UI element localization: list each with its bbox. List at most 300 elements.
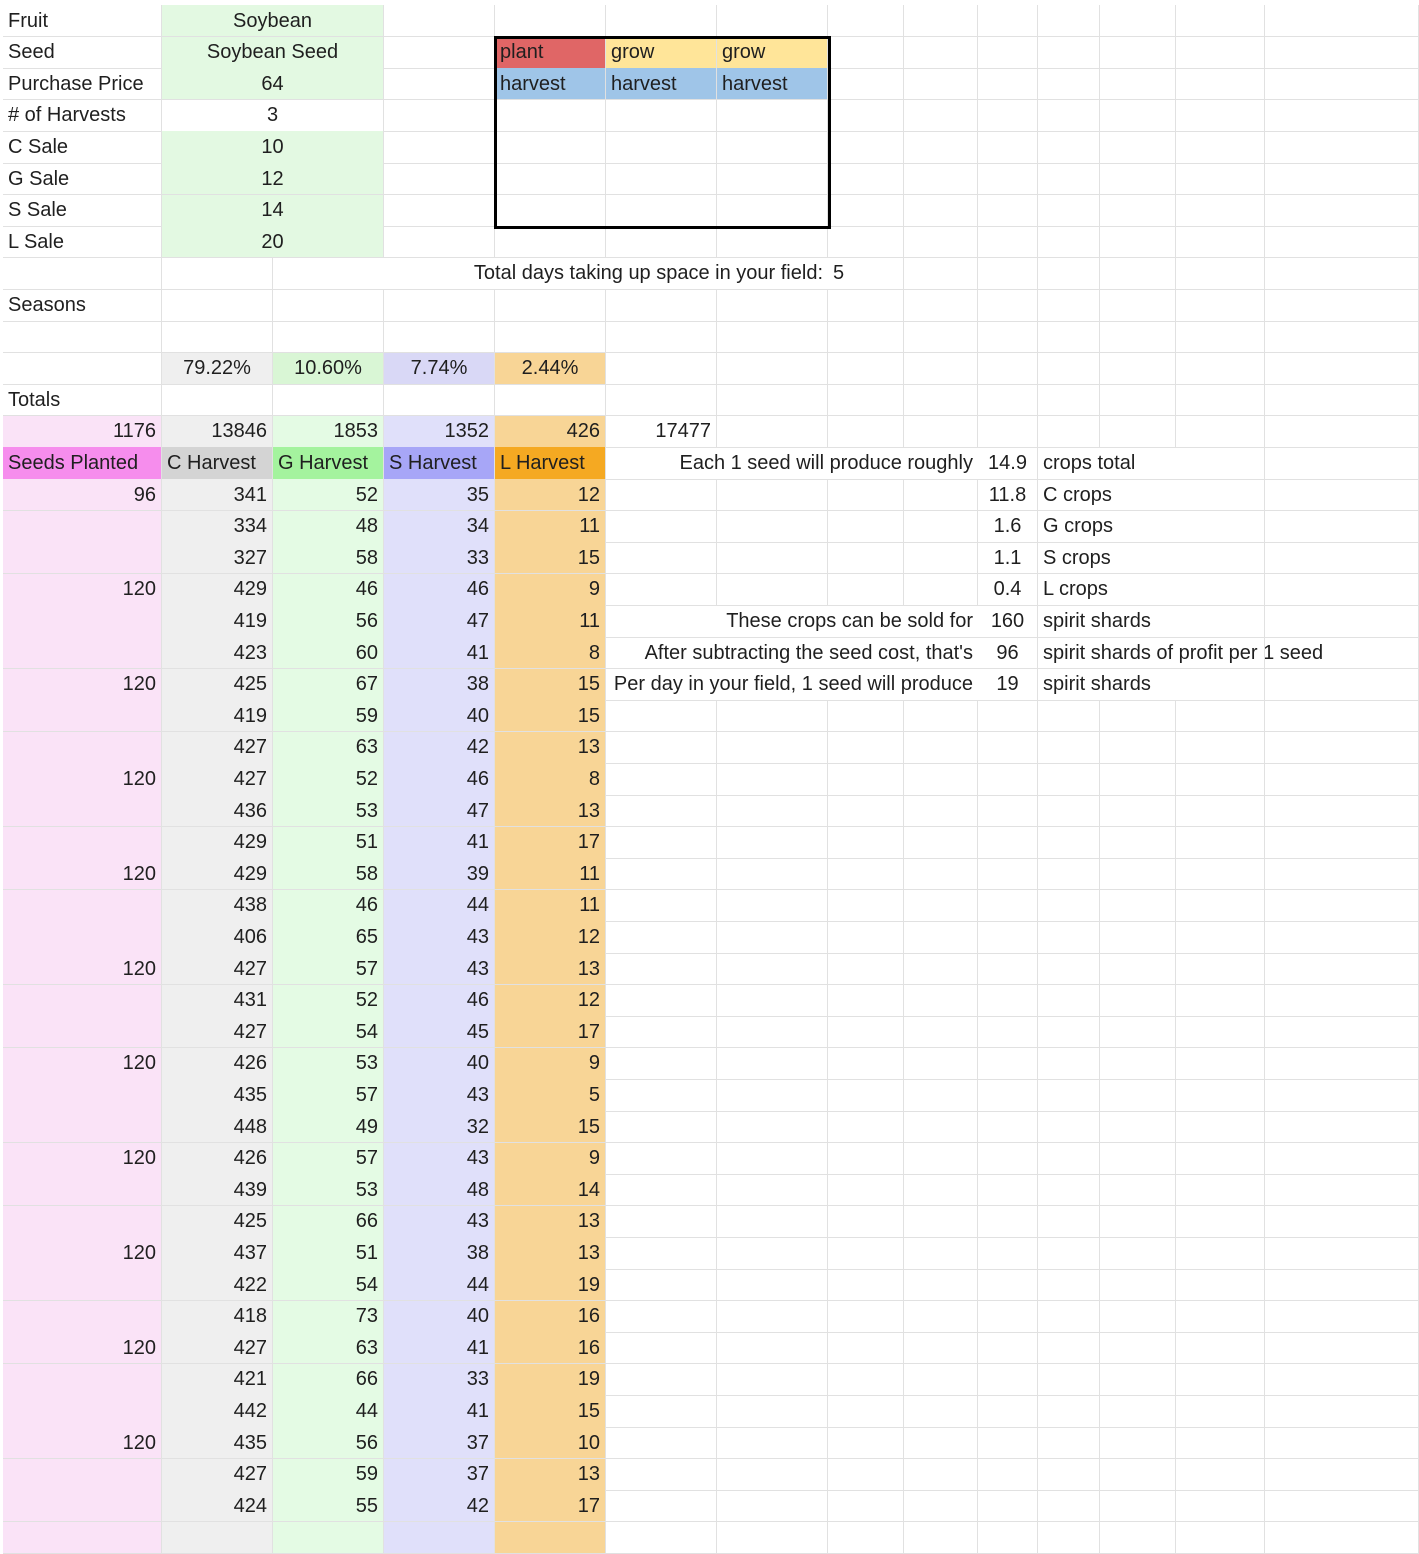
empty-cell[interactable] [1038, 1522, 1100, 1554]
data-cell[interactable]: 17 [495, 827, 606, 859]
data-cell[interactable] [3, 732, 162, 764]
empty-cell[interactable] [1265, 574, 1419, 606]
empty-cell[interactable] [606, 921, 717, 953]
empty-cell[interactable] [606, 542, 717, 574]
empty-cell[interactable] [978, 1364, 1038, 1396]
empty-cell[interactable] [1265, 321, 1419, 353]
data-cell[interactable]: 41 [384, 1332, 495, 1364]
empty-cell[interactable] [1265, 1459, 1419, 1491]
schedule-empty-cell[interactable] [606, 195, 717, 227]
empty-cell[interactable] [904, 985, 978, 1017]
empty-cell[interactable] [828, 1522, 904, 1554]
empty-cell[interactable] [1100, 131, 1176, 163]
empty-cell[interactable] [717, 1237, 828, 1269]
empty-cell[interactable] [1265, 163, 1419, 195]
data-cell[interactable]: 52 [273, 985, 384, 1017]
empty-cell[interactable] [828, 1048, 904, 1080]
empty-cell[interactable] [1100, 827, 1176, 859]
empty-cell[interactable] [1176, 258, 1265, 290]
empty-cell[interactable] [978, 1522, 1038, 1554]
empty-cell[interactable] [3, 321, 162, 353]
summary-value[interactable]: 96 [978, 637, 1038, 669]
empty-cell[interactable] [717, 321, 828, 353]
empty-cell[interactable] [978, 1459, 1038, 1491]
info-value[interactable]: Soybean [162, 5, 384, 37]
empty-cell[interactable] [978, 1332, 1038, 1364]
data-cell[interactable]: 120 [3, 1332, 162, 1364]
empty-cell[interactable] [828, 700, 904, 732]
empty-cell[interactable] [717, 1332, 828, 1364]
empty-cell[interactable] [1038, 732, 1100, 764]
empty-cell[interactable] [828, 1427, 904, 1459]
schedule-harvest-cell[interactable]: harvest [495, 68, 606, 100]
empty-cell[interactable] [1176, 858, 1265, 890]
empty-cell[interactable] [1038, 416, 1100, 448]
column-header[interactable]: G Harvest [273, 447, 384, 479]
empty-cell[interactable] [1100, 1395, 1176, 1427]
summary-text[interactable]: After subtracting the seed cost, that's [606, 637, 978, 669]
empty-cell[interactable] [717, 416, 828, 448]
data-cell[interactable] [3, 637, 162, 669]
data-cell[interactable]: 19 [495, 1364, 606, 1396]
data-cell[interactable]: 96 [3, 479, 162, 511]
empty-cell[interactable] [1038, 921, 1100, 953]
empty-cell[interactable] [1038, 1016, 1100, 1048]
empty-cell[interactable] [978, 985, 1038, 1017]
total-cell[interactable]: 13846 [162, 416, 273, 448]
data-cell[interactable]: 17 [495, 1490, 606, 1522]
empty-cell[interactable] [717, 353, 828, 385]
data-cell[interactable]: 39 [384, 858, 495, 890]
empty-cell[interactable] [1100, 1237, 1176, 1269]
empty-cell[interactable] [828, 1174, 904, 1206]
empty-cell[interactable] [606, 574, 717, 606]
empty-cell[interactable] [828, 1237, 904, 1269]
data-cell[interactable]: 38 [384, 1237, 495, 1269]
data-cell[interactable]: 421 [162, 1364, 273, 1396]
empty-cell[interactable] [828, 353, 904, 385]
empty-cell[interactable] [978, 131, 1038, 163]
empty-cell[interactable] [1265, 68, 1419, 100]
empty-cell[interactable] [1038, 131, 1100, 163]
empty-cell[interactable] [1176, 1522, 1265, 1554]
empty-cell[interactable] [1176, 605, 1265, 637]
empty-cell[interactable] [1038, 195, 1100, 227]
empty-cell[interactable] [828, 1332, 904, 1364]
empty-cell[interactable] [1176, 1143, 1265, 1175]
empty-cell[interactable] [904, 479, 978, 511]
data-cell[interactable]: 120 [3, 669, 162, 701]
data-cell[interactable]: 57 [273, 1143, 384, 1175]
empty-cell[interactable] [1176, 827, 1265, 859]
empty-cell[interactable] [904, 1206, 978, 1238]
empty-cell[interactable] [904, 353, 978, 385]
data-cell[interactable]: 43 [384, 953, 495, 985]
summary-unit[interactable]: S crops [1038, 542, 1176, 574]
empty-cell[interactable] [1265, 605, 1419, 637]
empty-cell[interactable] [978, 416, 1038, 448]
empty-cell[interactable] [1038, 1364, 1100, 1396]
data-cell[interactable]: 406 [162, 921, 273, 953]
schedule-empty-cell[interactable] [495, 131, 606, 163]
empty-cell[interactable] [1176, 195, 1265, 227]
data-cell[interactable]: 448 [162, 1111, 273, 1143]
data-cell[interactable]: 11 [495, 605, 606, 637]
summary-value[interactable]: 1.1 [978, 542, 1038, 574]
data-cell[interactable]: 11 [495, 511, 606, 543]
empty-cell[interactable] [1176, 447, 1265, 479]
data-cell[interactable] [3, 1016, 162, 1048]
empty-cell[interactable] [717, 763, 828, 795]
data-cell[interactable]: 51 [273, 1237, 384, 1269]
empty-cell[interactable] [1100, 795, 1176, 827]
empty-cell[interactable] [904, 384, 978, 416]
empty-cell[interactable] [1038, 1143, 1100, 1175]
empty-cell[interactable] [1176, 100, 1265, 132]
empty-cell[interactable] [1265, 1522, 1419, 1554]
empty-cell[interactable] [1176, 763, 1265, 795]
data-cell[interactable]: 13 [495, 953, 606, 985]
empty-cell[interactable] [904, 858, 978, 890]
empty-cell[interactable] [717, 574, 828, 606]
empty-cell[interactable] [828, 1016, 904, 1048]
empty-cell[interactable] [606, 479, 717, 511]
empty-cell[interactable] [1100, 985, 1176, 1017]
empty-cell[interactable] [1100, 1143, 1176, 1175]
empty-cell[interactable] [1038, 321, 1100, 353]
data-cell[interactable]: 43 [384, 1079, 495, 1111]
empty-cell[interactable] [904, 1522, 978, 1554]
empty-cell[interactable] [904, 5, 978, 37]
empty-cell[interactable] [606, 700, 717, 732]
empty-cell[interactable] [1100, 858, 1176, 890]
empty-cell[interactable] [1176, 637, 1265, 669]
empty-cell[interactable] [978, 1269, 1038, 1301]
empty-cell[interactable] [904, 68, 978, 100]
empty-cell[interactable] [1100, 890, 1176, 922]
empty-cell[interactable] [717, 1143, 828, 1175]
total-cell[interactable]: 426 [495, 416, 606, 448]
empty-cell[interactable] [904, 100, 978, 132]
empty-cell[interactable] [1038, 1206, 1100, 1238]
empty-cell[interactable] [1176, 985, 1265, 1017]
empty-cell[interactable] [978, 1079, 1038, 1111]
empty-cell[interactable] [717, 289, 828, 321]
data-cell[interactable]: 59 [273, 700, 384, 732]
empty-cell[interactable] [1265, 1427, 1419, 1459]
empty-cell[interactable] [1265, 637, 1419, 669]
empty-cell[interactable] [1176, 384, 1265, 416]
info-label[interactable]: G Sale [3, 163, 162, 195]
empty-cell[interactable] [1265, 1143, 1419, 1175]
empty-cell[interactable] [495, 289, 606, 321]
summary-value[interactable]: 11.8 [978, 479, 1038, 511]
empty-cell[interactable] [978, 1301, 1038, 1333]
empty-cell[interactable] [904, 1364, 978, 1396]
empty-cell[interactable] [1265, 511, 1419, 543]
empty-cell[interactable] [1038, 985, 1100, 1017]
empty-cell[interactable] [606, 1427, 717, 1459]
data-cell[interactable]: 429 [162, 827, 273, 859]
empty-cell[interactable] [828, 732, 904, 764]
empty-cell[interactable] [828, 795, 904, 827]
data-cell[interactable]: 427 [162, 732, 273, 764]
data-cell[interactable] [3, 1459, 162, 1491]
empty-cell[interactable] [828, 1364, 904, 1396]
empty-cell[interactable] [828, 953, 904, 985]
empty-cell[interactable] [1100, 321, 1176, 353]
empty-cell[interactable] [978, 1395, 1038, 1427]
empty-cell[interactable] [1038, 953, 1100, 985]
empty-cell[interactable] [1265, 827, 1419, 859]
empty-cell[interactable] [606, 795, 717, 827]
empty-cell[interactable] [1265, 1111, 1419, 1143]
empty-cell[interactable] [978, 353, 1038, 385]
empty-cell[interactable] [1038, 1459, 1100, 1491]
data-cell[interactable] [3, 1301, 162, 1333]
empty-cell[interactable] [717, 858, 828, 890]
empty-cell[interactable] [828, 1111, 904, 1143]
empty-cell[interactable] [1100, 1427, 1176, 1459]
empty-cell[interactable] [1038, 100, 1100, 132]
data-cell[interactable]: 427 [162, 1016, 273, 1048]
data-cell[interactable]: 429 [162, 574, 273, 606]
empty-cell[interactable] [904, 195, 978, 227]
empty-cell[interactable] [1265, 258, 1419, 290]
empty-cell[interactable] [1265, 1395, 1419, 1427]
empty-cell[interactable] [495, 226, 606, 258]
info-label[interactable]: Fruit [3, 5, 162, 37]
data-cell[interactable]: 49 [273, 1111, 384, 1143]
data-cell[interactable]: 442 [162, 1395, 273, 1427]
data-cell[interactable]: 37 [384, 1459, 495, 1491]
empty-cell[interactable] [384, 1522, 495, 1554]
schedule-harvest-cell[interactable]: harvest [606, 68, 717, 100]
empty-cell[interactable] [1038, 5, 1100, 37]
empty-cell[interactable] [1038, 763, 1100, 795]
data-cell[interactable]: 46 [273, 890, 384, 922]
empty-cell[interactable] [1100, 195, 1176, 227]
empty-cell[interactable] [904, 258, 978, 290]
empty-cell[interactable] [904, 763, 978, 795]
info-value[interactable]: 3 [162, 100, 384, 132]
data-cell[interactable] [3, 890, 162, 922]
percentage-cell[interactable]: 79.22% [162, 353, 273, 385]
data-cell[interactable]: 11 [495, 890, 606, 922]
empty-cell[interactable] [606, 1111, 717, 1143]
data-cell[interactable]: 52 [273, 479, 384, 511]
info-value[interactable]: Soybean Seed [162, 37, 384, 69]
empty-cell[interactable] [606, 511, 717, 543]
data-cell[interactable]: 435 [162, 1079, 273, 1111]
empty-cell[interactable] [1265, 1206, 1419, 1238]
data-cell[interactable]: 46 [384, 985, 495, 1017]
info-label[interactable]: # of Harvests [3, 100, 162, 132]
empty-cell[interactable] [978, 763, 1038, 795]
empty-cell[interactable] [1176, 1301, 1265, 1333]
data-cell[interactable]: 120 [3, 1048, 162, 1080]
empty-cell[interactable] [1176, 890, 1265, 922]
data-cell[interactable]: 42 [384, 732, 495, 764]
column-header[interactable]: L Harvest [495, 447, 606, 479]
empty-cell[interactable] [717, 1016, 828, 1048]
data-cell[interactable] [3, 542, 162, 574]
data-cell[interactable]: 57 [273, 1079, 384, 1111]
data-cell[interactable]: 63 [273, 1332, 384, 1364]
empty-cell[interactable] [1038, 700, 1100, 732]
empty-cell[interactable] [828, 100, 904, 132]
empty-cell[interactable] [978, 5, 1038, 37]
data-cell[interactable]: 120 [3, 1427, 162, 1459]
empty-cell[interactable] [828, 384, 904, 416]
empty-cell[interactable] [1265, 131, 1419, 163]
empty-cell[interactable] [904, 700, 978, 732]
empty-cell[interactable] [1038, 1048, 1100, 1080]
empty-cell[interactable] [1265, 5, 1419, 37]
data-cell[interactable]: 12 [495, 479, 606, 511]
empty-cell[interactable] [1176, 1427, 1265, 1459]
empty-cell[interactable] [606, 289, 717, 321]
data-cell[interactable]: 67 [273, 669, 384, 701]
empty-cell[interactable] [904, 1016, 978, 1048]
data-cell[interactable]: 47 [384, 795, 495, 827]
data-cell[interactable]: 51 [273, 827, 384, 859]
empty-cell[interactable] [1100, 1111, 1176, 1143]
empty-cell[interactable] [1038, 1111, 1100, 1143]
empty-cell[interactable] [904, 1395, 978, 1427]
empty-cell[interactable] [978, 953, 1038, 985]
data-cell[interactable]: 12 [495, 985, 606, 1017]
empty-cell[interactable] [606, 827, 717, 859]
empty-cell[interactable] [828, 542, 904, 574]
data-cell[interactable]: 11 [495, 858, 606, 890]
empty-cell[interactable] [606, 1332, 717, 1364]
empty-cell[interactable] [1176, 1459, 1265, 1491]
empty-cell[interactable] [1265, 416, 1419, 448]
empty-cell[interactable] [904, 542, 978, 574]
empty-cell[interactable] [717, 1395, 828, 1427]
empty-cell[interactable] [1100, 37, 1176, 69]
empty-cell[interactable] [904, 1237, 978, 1269]
empty-cell[interactable] [904, 163, 978, 195]
empty-cell[interactable] [828, 1269, 904, 1301]
empty-cell[interactable] [495, 1522, 606, 1554]
schedule-empty-cell[interactable] [717, 195, 828, 227]
empty-cell[interactable] [1176, 321, 1265, 353]
info-label[interactable]: Purchase Price [3, 68, 162, 100]
empty-cell[interactable] [1265, 195, 1419, 227]
data-cell[interactable]: 46 [384, 574, 495, 606]
empty-cell[interactable] [717, 1364, 828, 1396]
data-cell[interactable]: 44 [384, 890, 495, 922]
empty-cell[interactable] [1176, 953, 1265, 985]
empty-cell[interactable] [1265, 890, 1419, 922]
total-days-label[interactable]: Total days taking up space in your field: [273, 258, 828, 290]
empty-cell[interactable] [717, 1206, 828, 1238]
data-cell[interactable]: 5 [495, 1079, 606, 1111]
data-cell[interactable] [3, 795, 162, 827]
data-cell[interactable]: 436 [162, 795, 273, 827]
empty-cell[interactable] [978, 384, 1038, 416]
empty-cell[interactable] [1265, 953, 1419, 985]
data-cell[interactable]: 44 [273, 1395, 384, 1427]
empty-cell[interactable] [606, 732, 717, 764]
empty-cell[interactable] [3, 353, 162, 385]
data-cell[interactable]: 431 [162, 985, 273, 1017]
empty-cell[interactable] [1038, 795, 1100, 827]
data-cell[interactable]: 43 [384, 1206, 495, 1238]
data-cell[interactable]: 13 [495, 1237, 606, 1269]
schedule-empty-cell[interactable] [606, 131, 717, 163]
empty-cell[interactable] [1038, 1237, 1100, 1269]
summary-value[interactable]: 160 [978, 605, 1038, 637]
empty-cell[interactable] [978, 100, 1038, 132]
empty-cell[interactable] [828, 985, 904, 1017]
data-cell[interactable]: 13 [495, 795, 606, 827]
empty-cell[interactable] [1265, 1301, 1419, 1333]
empty-cell[interactable] [273, 289, 384, 321]
data-cell[interactable]: 327 [162, 542, 273, 574]
empty-cell[interactable] [1100, 1174, 1176, 1206]
empty-cell[interactable] [1100, 226, 1176, 258]
empty-cell[interactable] [1038, 1079, 1100, 1111]
summary-text[interactable]: These crops can be sold for [606, 605, 978, 637]
data-cell[interactable]: 426 [162, 1048, 273, 1080]
empty-cell[interactable] [162, 321, 273, 353]
empty-cell[interactable] [828, 195, 904, 227]
empty-cell[interactable] [606, 321, 717, 353]
empty-cell[interactable] [1176, 1016, 1265, 1048]
empty-cell[interactable] [1265, 1237, 1419, 1269]
empty-cell[interactable] [1100, 5, 1176, 37]
empty-cell[interactable] [1038, 163, 1100, 195]
empty-cell[interactable] [1038, 68, 1100, 100]
empty-cell[interactable] [1265, 100, 1419, 132]
data-cell[interactable]: 341 [162, 479, 273, 511]
info-label[interactable]: L Sale [3, 226, 162, 258]
empty-cell[interactable] [606, 1301, 717, 1333]
empty-cell[interactable] [978, 258, 1038, 290]
empty-cell[interactable] [606, 1522, 717, 1554]
empty-cell[interactable] [1265, 384, 1419, 416]
data-cell[interactable]: 40 [384, 1301, 495, 1333]
empty-cell[interactable] [978, 321, 1038, 353]
empty-cell[interactable] [384, 5, 495, 37]
data-cell[interactable] [3, 700, 162, 732]
empty-cell[interactable] [717, 795, 828, 827]
empty-cell[interactable] [1100, 68, 1176, 100]
summary-text[interactable]: Per day in your field, 1 seed will produce [606, 669, 978, 701]
empty-cell[interactable] [1265, 1048, 1419, 1080]
empty-cell[interactable] [828, 827, 904, 859]
empty-cell[interactable] [828, 37, 904, 69]
data-cell[interactable] [3, 1269, 162, 1301]
summary-unit[interactable]: G crops [1038, 511, 1176, 543]
data-cell[interactable]: 53 [273, 795, 384, 827]
empty-cell[interactable] [606, 890, 717, 922]
empty-cell[interactable] [1265, 226, 1419, 258]
empty-cell[interactable] [904, 416, 978, 448]
empty-cell[interactable] [1265, 542, 1419, 574]
data-cell[interactable]: 47 [384, 605, 495, 637]
total-cell[interactable]: 1853 [273, 416, 384, 448]
empty-cell[interactable] [606, 858, 717, 890]
data-cell[interactable]: 52 [273, 763, 384, 795]
empty-cell[interactable] [904, 1332, 978, 1364]
empty-cell[interactable] [1100, 1016, 1176, 1048]
empty-cell[interactable] [1176, 353, 1265, 385]
empty-cell[interactable] [904, 890, 978, 922]
